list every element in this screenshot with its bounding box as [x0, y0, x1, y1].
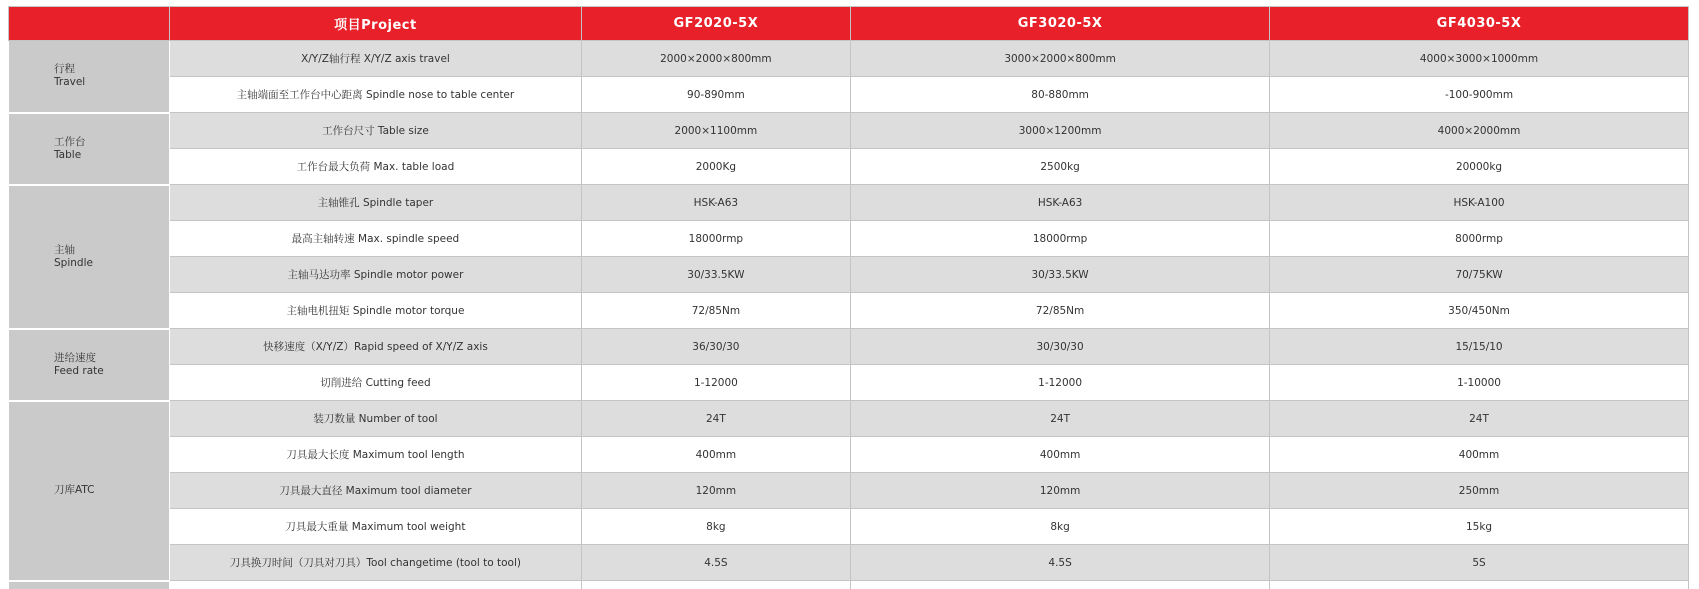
- spec-row: [9, 41, 1689, 77]
- spec-label: 主轴马达功率 Spindle motor power: [170, 257, 581, 293]
- group-name-cn: 进给速度: [54, 351, 96, 364]
- group-name-en: Spindle: [54, 256, 93, 269]
- spec-value-model-3: 8000rmp: [1270, 221, 1689, 257]
- spec-row: [9, 545, 1689, 581]
- group-label: [9, 41, 170, 113]
- spec-value-model-3: 4000×2000mm: [1270, 113, 1689, 149]
- spec-value-model-2: 1-12000: [851, 365, 1270, 401]
- group-label: [9, 113, 170, 185]
- next-row-partial: [9, 581, 1689, 589]
- spec-row: [9, 365, 1689, 401]
- header-model-1: GF2020-5X: [581, 7, 851, 41]
- spec-value-model-3: 1-10000: [1270, 365, 1689, 401]
- spec-value-model-2: 120mm: [851, 473, 1270, 509]
- spec-label: 主轴端面至工作台中心距离 Spindle nose to table center: [170, 77, 581, 113]
- group-name-en: Feed rate: [54, 364, 104, 377]
- spec-value-model-1: 120mm: [581, 473, 851, 509]
- group-name-cn: 行程: [54, 63, 75, 76]
- spec-row: [9, 77, 1689, 113]
- partial-cell: [851, 581, 1270, 589]
- group-name-en: Table: [54, 148, 82, 161]
- spec-table: [8, 6, 1689, 589]
- spec-value-model-2: 3000×1200mm: [851, 113, 1270, 149]
- spec-value-model-2: HSK-A63: [851, 185, 1270, 221]
- spec-value-model-3: 70/75KW: [1270, 257, 1689, 293]
- group-name-cn: 主轴: [54, 243, 75, 256]
- spec-value-model-3: 4000×3000×1000mm: [1270, 41, 1689, 77]
- spec-row: [9, 293, 1689, 329]
- spec-label: 刀具最大长度 Maximum tool length: [170, 437, 581, 473]
- spec-row: [9, 437, 1689, 473]
- spec-row: [9, 329, 1689, 365]
- spec-value-model-1: 36/30/30: [581, 329, 851, 365]
- header-project: 项目Project: [170, 7, 581, 41]
- spec-label: 主轴电机扭矩 Spindle motor torque: [170, 293, 581, 329]
- spec-value-model-1: 8kg: [581, 509, 851, 545]
- spec-row: [9, 221, 1689, 257]
- spec-label: 最高主轴转速 Max. spindle speed: [170, 221, 581, 257]
- group-label: [9, 401, 170, 581]
- spec-value-model-2: 30/33.5KW: [851, 257, 1270, 293]
- partial-cell: [1270, 581, 1689, 589]
- partial-cell: [170, 581, 581, 589]
- spec-value-model-2: 4.5S: [851, 545, 1270, 581]
- spec-value-model-3: 15/15/10: [1270, 329, 1689, 365]
- spec-row: [9, 113, 1689, 149]
- spec-row: [9, 185, 1689, 221]
- spec-label: 工作台尺寸 Table size: [170, 113, 581, 149]
- spec-label: 主轴锥孔 Spindle taper: [170, 185, 581, 221]
- spec-value-model-2: 80-880mm: [851, 77, 1270, 113]
- spec-value-model-1: 72/85Nm: [581, 293, 851, 329]
- spec-row: [9, 509, 1689, 545]
- spec-label: 刀具最大直径 Maximum tool diameter: [170, 473, 581, 509]
- spec-label: 刀具最大重量 Maximum tool weight: [170, 509, 581, 545]
- spec-value-model-1: 24T: [581, 401, 851, 437]
- spec-value-model-3: 20000kg: [1270, 149, 1689, 185]
- spec-value-model-2: 30/30/30: [851, 329, 1270, 365]
- spec-value-model-2: 24T: [851, 401, 1270, 437]
- spec-value-model-1: 1-12000: [581, 365, 851, 401]
- spec-value-model-3: -100-900mm: [1270, 77, 1689, 113]
- spec-value-model-3: HSK-A100: [1270, 185, 1689, 221]
- group-name-cn: 工作台: [54, 135, 86, 148]
- spec-value-model-1: 90-890mm: [581, 77, 851, 113]
- spec-value-model-1: 4.5S: [581, 545, 851, 581]
- spec-value-model-3: 24T: [1270, 401, 1689, 437]
- partial-cell: [581, 581, 851, 589]
- spec-value-model-1: 400mm: [581, 437, 851, 473]
- group-name-en: Travel: [54, 76, 86, 89]
- spec-value-model-2: 18000rmp: [851, 221, 1270, 257]
- header-model-2: GF3020-5X: [851, 7, 1270, 41]
- spec-value-model-2: 3000×2000×800mm: [851, 41, 1270, 77]
- group-label: [9, 185, 170, 329]
- spec-label: 快移速度（X/Y/Z）Rapid speed of X/Y/Z axis: [170, 329, 581, 365]
- spec-row: [9, 149, 1689, 185]
- spec-body: [9, 41, 1689, 589]
- group-label: [9, 329, 170, 401]
- group-name-cn: 刀库ATC: [54, 484, 95, 496]
- spec-value-model-2: 8kg: [851, 509, 1270, 545]
- spec-value-model-2: 400mm: [851, 437, 1270, 473]
- spec-row: [9, 257, 1689, 293]
- spec-value-model-3: 350/450Nm: [1270, 293, 1689, 329]
- spec-value-model-1: 2000×2000×800mm: [581, 41, 851, 77]
- spec-value-model-1: 2000Kg: [581, 149, 851, 185]
- spec-value-model-1: 30/33.5KW: [581, 257, 851, 293]
- spec-value-model-3: 5S: [1270, 545, 1689, 581]
- spec-row: [9, 473, 1689, 509]
- header-corner: [9, 7, 170, 41]
- spec-label: 刀具换刀时间（刀具对刀具）Tool changetime (tool to tool): [170, 545, 581, 581]
- spec-value-model-1: HSK-A63: [581, 185, 851, 221]
- spec-sheet: [8, 6, 1689, 589]
- spec-value-model-3: 15kg: [1270, 509, 1689, 545]
- header-row: [9, 7, 1689, 41]
- spec-label: 工作台最大负荷 Max. table load: [170, 149, 581, 185]
- spec-row: [9, 401, 1689, 437]
- spec-value-model-2: 72/85Nm: [851, 293, 1270, 329]
- header-model-3: GF4030-5X: [1270, 7, 1689, 41]
- spec-value-model-2: 2500kg: [851, 149, 1270, 185]
- spec-value-model-3: 250mm: [1270, 473, 1689, 509]
- group-label-partial: [9, 581, 170, 589]
- spec-value-model-1: 2000×1100mm: [581, 113, 851, 149]
- spec-label: 切削进给 Cutting feed: [170, 365, 581, 401]
- spec-value-model-3: 400mm: [1270, 437, 1689, 473]
- spec-label: X/Y/Z轴行程 X/Y/Z axis travel: [170, 41, 581, 77]
- spec-value-model-1: 18000rmp: [581, 221, 851, 257]
- spec-label: 装刀数量 Number of tool: [170, 401, 581, 437]
